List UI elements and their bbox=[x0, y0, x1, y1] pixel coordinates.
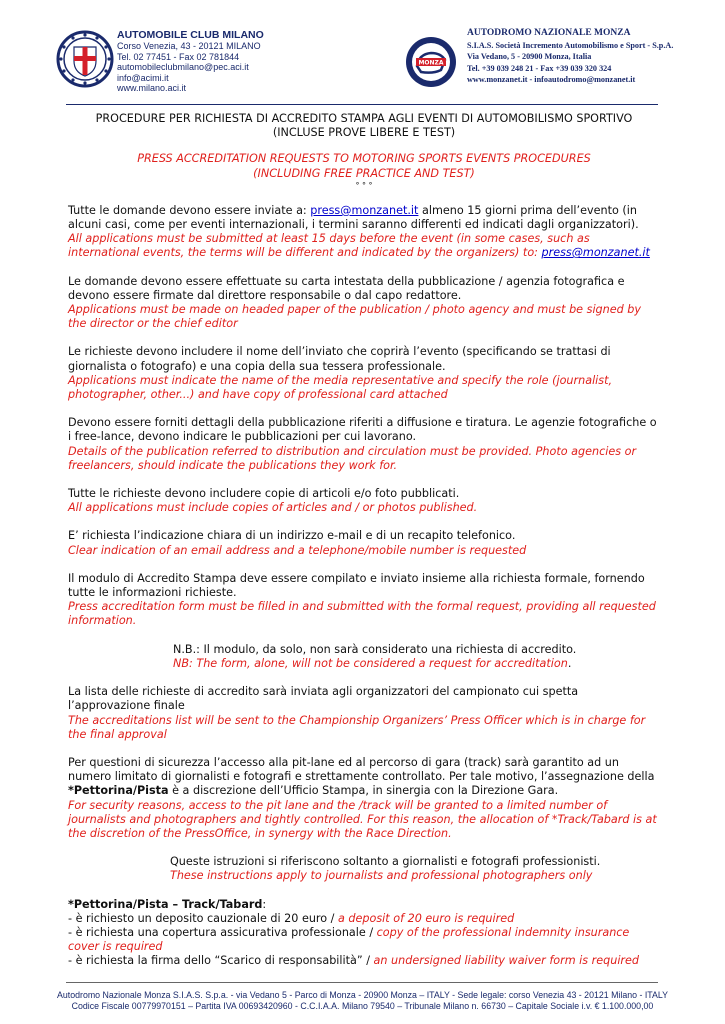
footer-rule bbox=[66, 982, 658, 983]
p6-en: Clear indication of an email address and a telephone/mobile number is requested bbox=[68, 543, 527, 557]
p5-en: All applications must include copies of articles and / or photos published. bbox=[68, 501, 478, 515]
tabard-item-en: copy of the professional indemnity insurance cover is required bbox=[68, 925, 630, 954]
acm-email: info@acimi.it bbox=[117, 72, 169, 83]
footer-line-2: Codice Fiscale 00779970151 – Partita IVA 00693420960 - C.C.I.A.A. Milano 79540 – Tribunale Milano n. 66730 – Capitale Sociale i.v. € 1.100.000,00 bbox=[71, 1001, 654, 1011]
p8-it: La lista delle richieste di accredito sarà inviata agli organizzatori del campionato cui spetta l’approvazione finale bbox=[68, 685, 579, 713]
p1-it bbox=[68, 204, 660, 232]
p7-it: Il modulo di Accredito Stampa deve essere compilato e inviato insieme alla richiesta formale, fornendo tutte le informazioni richieste. bbox=[68, 571, 645, 600]
monza-phone: Tel. +39 039 248 21 - Fax +39 039 320 324 bbox=[467, 63, 612, 73]
tabard-item-en: a deposit of 20 euro is required bbox=[338, 911, 515, 925]
acm-address: Corso Venezia, 43 - 20121 MILANO bbox=[117, 41, 261, 51]
tabard-heading-text: *Pettorina/Pista – Track/Tabard bbox=[68, 897, 263, 911]
acm-contact-block bbox=[117, 29, 264, 94]
p1-it-post: almeno 15 giorni prima dell’evento (in alcuni casi, come per eventi internazionali, i termini saranno differenti ed indicati dagli organizzatori). bbox=[68, 203, 639, 232]
monza-contact-block bbox=[467, 28, 673, 86]
nb-en-line bbox=[68, 657, 660, 671]
monza-logo-text: MONZA bbox=[418, 59, 444, 67]
tabard-heading bbox=[68, 898, 660, 912]
monza-web: www.monzanet.it - infoautodromo@monzanet.it bbox=[467, 75, 636, 85]
p2-en: Applications must be made on headed paper of the publication / photo agency and must be signed by the director or the chief editor bbox=[68, 303, 642, 331]
p5-it: Tutte le richieste devono includere copie di articoli e/o foto pubblicati. bbox=[68, 487, 460, 501]
p3-it: Le richieste devono includere il nome dell’inviato che coprirà l’evento (specificando se trattasi di giornalista o fotografo) e una copia della sua tessera professionale. bbox=[68, 345, 611, 373]
acm-phone: Tel. 02 77451 - Fax 02 781844 bbox=[117, 51, 240, 62]
monza-address: Via Vedano, 5 - 20900 Monza, Italia bbox=[467, 52, 592, 62]
title-it-line-2: (INCLUSE PROVE LIBERE E TEST) bbox=[272, 126, 456, 140]
tabard-item bbox=[68, 926, 660, 954]
p1-it-pre: Tutte le domande devono essere inviate a: bbox=[68, 203, 311, 217]
tabard-item-it: - è richiesto un deposito cauzionale di 20 euro / bbox=[68, 911, 339, 925]
p3-en: Applications must indicate the name of the media representative and specify the role (journalist, photographer, other...) and have copy of professional card attached bbox=[68, 373, 613, 402]
acm-website: www.milano.aci.it bbox=[117, 83, 187, 93]
p9-it-1: Per questioni di sicurezza l’accesso alla pit-lane ed al percorso di gara (track) sarà garantito ad un numero limitato di giornalisti e fotografi e strettamente controllato. Per tale motivo, l’assegnazione della bbox=[68, 755, 655, 784]
instructions-en: These instructions apply to journalists and professional photographers only bbox=[170, 869, 593, 883]
monza-title: AUTODROMO NAZIONALE MONZA bbox=[467, 28, 631, 38]
footer-line-1: Autodromo Nazionale Monza S.I.A.S. S.p.a. - via Vedano 5 - Parco di Monza - 20900 Monza – ITALY - Sede legale: corso Venezia 43 - 20121 Milano - ITALY bbox=[57, 990, 668, 1000]
separator: ° ° ° bbox=[355, 180, 373, 190]
tabard-item-it: - è richiesta la firma dello “Scarico di responsabilità” / bbox=[68, 954, 374, 968]
press-email-link-en[interactable]: press@monzanet.it bbox=[541, 246, 650, 260]
p1-en bbox=[68, 232, 660, 260]
p7-en: Press accreditation form must be filled in and submitted with the formal request, providing all requested information. bbox=[68, 600, 656, 628]
title-en-line-2: (INCLUDING FREE PRACTICE AND TEST) bbox=[253, 166, 475, 180]
tabard-item bbox=[68, 954, 660, 968]
p6-it: E’ richiesta l’indicazione chiara di un indirizzo e-mail e di un recapito telefonico. bbox=[68, 529, 516, 543]
press-email-link[interactable]: press@monzanet.it bbox=[310, 203, 419, 217]
nb-en: NB: The form, alone, will not be considered a request for accreditation bbox=[173, 656, 568, 670]
p9-it bbox=[68, 756, 660, 799]
acm-title: AUTOMOBILE CLUB MILANO bbox=[117, 29, 264, 41]
p2-it: Le domande devono essere effettuate su carta intestata della pubblicazione / agenzia fotografica e devono essere firmate dal direttore responsabile o dal capo redattore. bbox=[68, 274, 625, 302]
autodromo-monza-logo bbox=[405, 36, 457, 88]
title-en-line-1: PRESS ACCREDITATION REQUESTS TO MOTORING SPORTS EVENTS PROCEDURES bbox=[137, 152, 591, 166]
p9-en: For security reasons, access to the pit lane and the /track will be granted to a limited number of journalists and photographers and tightly controlled. For this reason, the allocation of *Track/Tabard is at the discretion of the PressOffice, in synergy with the Race Direction. bbox=[68, 798, 657, 840]
p4-it: Devono essere forniti dettagli della pubblicazione riferiti a diffusione e tiratura. Le agenzie fotografiche o i free-lance, devono indicare le pubblicazioni per cui lavorano. bbox=[68, 416, 657, 444]
nb-en-dot: . bbox=[567, 656, 572, 670]
p9-it-bold: *Pettorina/Pista bbox=[68, 784, 169, 798]
monza-company: S.I.A.S. Società Incremento Automobilismo e Sport - S.p.A. bbox=[467, 40, 674, 50]
title-it-line-1: PROCEDURE PER RICHIESTA DI ACCREDITO STAMPA AGLI EVENTI DI AUTOMOBILISMO SPORTIVO bbox=[95, 112, 633, 125]
tabard-item-it: - è richiesta una copertura assicurativa professionale / bbox=[68, 925, 377, 939]
document-body bbox=[68, 110, 660, 969]
p1-en-pre: All applications must be submitted at least 15 days before the event (in some cases, such as international events, the terms will be different and indicated by the organizers) to: bbox=[68, 232, 590, 260]
tabard-heading-colon: : bbox=[262, 897, 267, 911]
tabard-item-en: an undersigned liability waiver form is required bbox=[373, 954, 640, 968]
header-rule bbox=[66, 104, 658, 105]
letterhead bbox=[0, 0, 725, 110]
p4-en: Details of the publication referred to distribution and circulation must be provided. Photo agencies or freelancers, should indicate the publications they work for. bbox=[68, 444, 637, 472]
acm-pec: automobileclubmilano@pec.aci.it bbox=[117, 62, 249, 72]
instructions-it: Queste istruzioni si riferiscono soltanto a giornalisti e fotografi professionisti. bbox=[170, 855, 601, 869]
nb-it: N.B.: Il modulo, da solo, non sarà considerato una richiesta di accredito. bbox=[173, 642, 577, 656]
footer bbox=[0, 986, 725, 1012]
p9-it-2: è a discrezione dell’Ufficio Stampa, in sinergia con la Direzione Gara. bbox=[168, 784, 559, 798]
automobile-club-milano-logo bbox=[56, 30, 114, 88]
p8-en: The accreditations list will be sent to the Championship Organizers’ Press Officer which is in charge for the final approval bbox=[68, 713, 646, 741]
tabard-item bbox=[68, 912, 660, 926]
